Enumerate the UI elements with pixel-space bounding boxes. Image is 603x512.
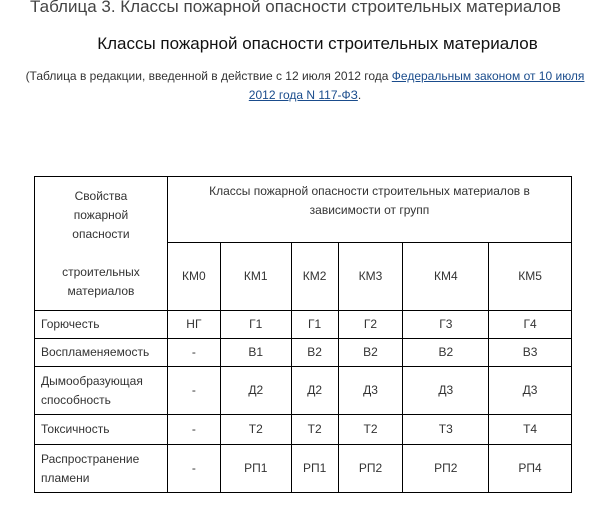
value-cell: Д2 [291, 367, 338, 415]
table-row [35, 445, 572, 493]
value-cell: Т4 [489, 415, 572, 445]
value-cell: - [167, 367, 220, 415]
value-cell: Д3 [338, 367, 403, 415]
edition-note-suffix: . [357, 88, 362, 102]
value-cell: В2 [403, 339, 489, 367]
value-cell: В2 [291, 339, 338, 367]
value-cell: - [167, 415, 220, 445]
property-header-line: опасности [72, 226, 130, 241]
property-cell: Горючесть [35, 311, 168, 339]
class-header-cell: КМ0 [167, 243, 220, 311]
value-cell: Г3 [403, 311, 489, 339]
value-cell: Д3 [403, 367, 489, 415]
class-header-cell: КМ5 [489, 243, 572, 311]
property-header-line: строительных [62, 264, 140, 279]
edition-note-prefix: (Таблица в редакции, введенной в действие с 12 июля 2012 года [25, 69, 392, 83]
fire-hazard-table [34, 176, 572, 493]
property-header-line: материалов [67, 283, 135, 298]
class-header-cell: КМ1 [220, 243, 291, 311]
property-cell: Токсичность [35, 415, 168, 445]
value-cell: РП1 [220, 445, 291, 493]
class-header-cell: КМ3 [338, 243, 403, 311]
value-cell: - [167, 445, 220, 493]
table-heading: Классы пожарной опасности строительных материалов [97, 34, 538, 53]
value-cell: Д3 [489, 367, 572, 415]
page-title: Таблица 3. Классы пожарной опасности строительных материалов [30, 0, 561, 16]
value-cell: Т2 [291, 415, 338, 445]
table-row [35, 339, 572, 367]
class-header-cell: КМ2 [291, 243, 338, 311]
class-header-cell: КМ4 [403, 243, 489, 311]
value-cell: РП2 [338, 445, 403, 493]
property-cell: Распространение пламени [35, 445, 168, 493]
property-header-line: пожарной [73, 207, 129, 222]
value-cell: РП2 [403, 445, 489, 493]
value-cell: Т3 [403, 415, 489, 445]
value-cell: Г4 [489, 311, 572, 339]
table-row [35, 367, 572, 415]
edition-note [14, 67, 596, 105]
federal-law-link[interactable]: Федеральным законом от 10 июля 2012 года N 117-ФЗ [248, 69, 585, 102]
property-cell: Дымообразующая способность [35, 367, 168, 415]
value-cell: Д2 [220, 367, 291, 415]
table-row [35, 311, 572, 339]
value-cell: Г1 [220, 311, 291, 339]
value-cell: - [167, 339, 220, 367]
value-cell: Г1 [291, 311, 338, 339]
table-row [35, 415, 572, 445]
value-cell: Г2 [338, 311, 403, 339]
value-cell: РП4 [489, 445, 572, 493]
property-header-cell [35, 177, 168, 311]
group-header-cell: Классы пожарной опасности строительных материалов в зависимости от групп [167, 177, 571, 243]
value-cell: В3 [489, 339, 572, 367]
property-header-line: Свойства [74, 188, 128, 203]
header-row [35, 177, 572, 243]
value-cell: НГ [167, 311, 220, 339]
value-cell: Т2 [338, 415, 403, 445]
value-cell: В2 [338, 339, 403, 367]
value-cell: РП1 [291, 445, 338, 493]
value-cell: Т2 [220, 415, 291, 445]
property-cell: Воспламеняемость [35, 339, 168, 367]
value-cell: В1 [220, 339, 291, 367]
